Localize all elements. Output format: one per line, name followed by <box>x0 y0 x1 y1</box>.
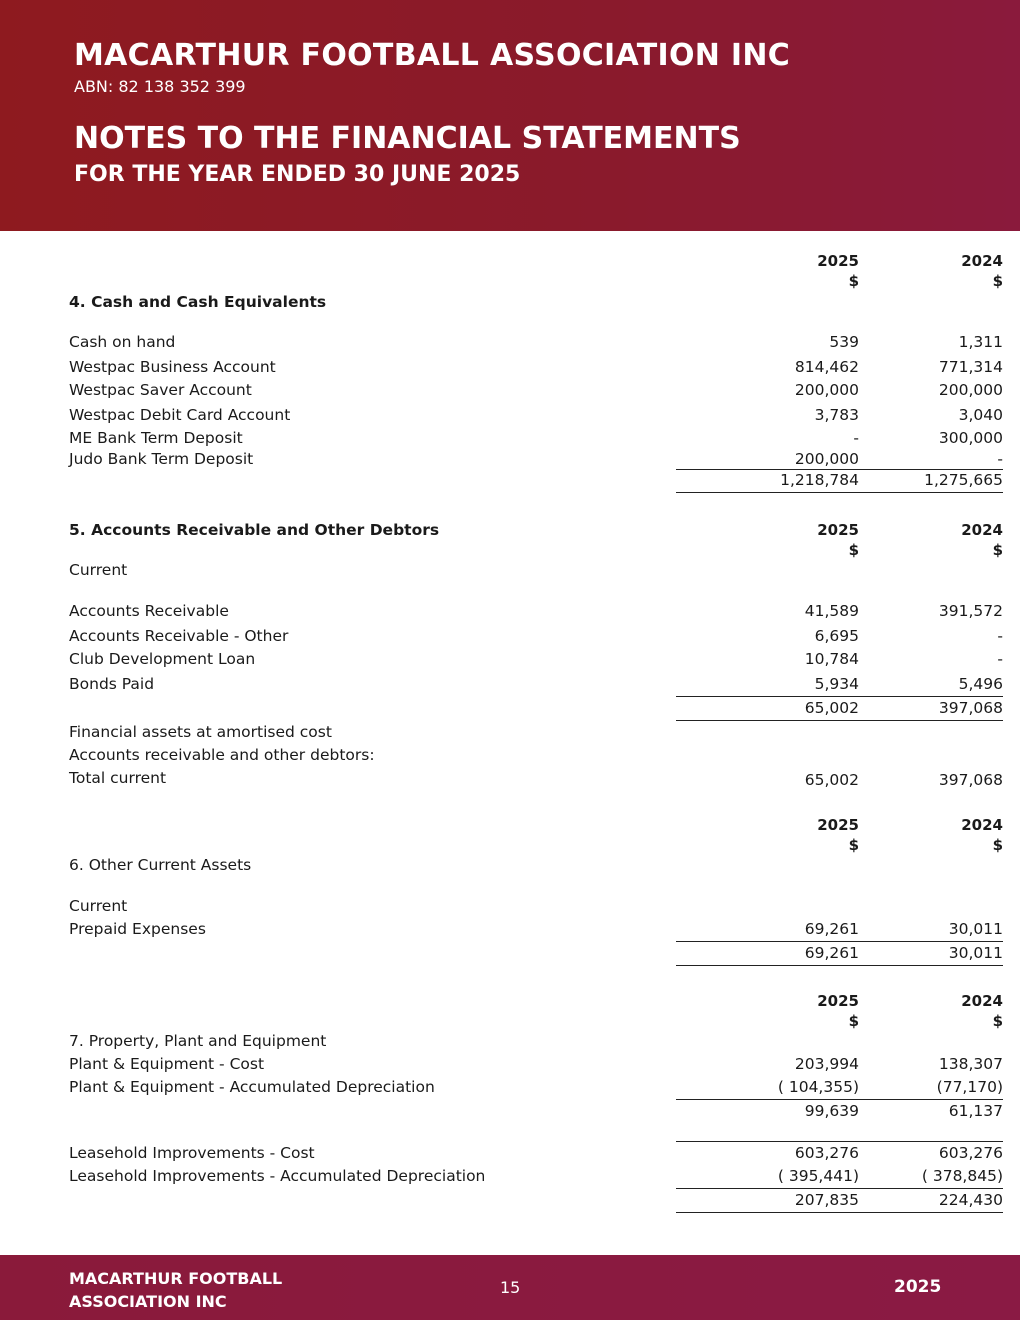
note4-row-2025: - <box>853 429 859 447</box>
total-rule <box>676 492 1003 493</box>
note4-title: 4. Cash and Cash Equivalents <box>69 293 327 311</box>
subtotal-rule <box>676 1188 1003 1189</box>
note5-row-2025: 6,695 <box>814 627 859 645</box>
note6-row-2025: 69,261 <box>804 920 859 938</box>
note5-amortised-2024: 397,068 <box>938 771 1003 789</box>
note7-pe-total-2024: 61,137 <box>948 1102 1003 1120</box>
col-header-2024: 2024 <box>961 992 1003 1010</box>
note4-row-2025: 200,000 <box>794 450 859 468</box>
note5-amortised-2025: 65,002 <box>804 771 859 789</box>
note4-row-2025: 3,783 <box>814 406 859 424</box>
note4-row-label: Westpac Saver Account <box>69 381 252 399</box>
note5-row-2025: 5,934 <box>814 675 859 693</box>
col-header-2024: 2024 <box>961 816 1003 834</box>
note5-amortised-line: Accounts receivable and other debtors: <box>69 746 375 764</box>
page-footer <box>0 1255 1020 1320</box>
col-header-2025: 2025 <box>817 992 859 1010</box>
note5-row-2025: 41,589 <box>804 602 859 620</box>
organization-name: MACARTHUR FOOTBALL ASSOCIATION INC <box>74 38 791 73</box>
note7-pe-total-2025: 99,639 <box>804 1102 859 1120</box>
note5-row-label: Club Development Loan <box>69 650 256 668</box>
currency-2024: $ <box>992 1012 1003 1030</box>
note6-title: 6. Other Current Assets <box>69 856 252 874</box>
col-header-2024: 2024 <box>961 521 1003 539</box>
page-title: NOTES TO THE FINANCIAL STATEMENTS <box>74 121 741 156</box>
subtotal-rule <box>676 696 1003 697</box>
abn: ABN: 82 138 352 399 <box>74 77 246 96</box>
section-rule <box>676 1141 1003 1142</box>
note5-row-2024: 391,572 <box>938 602 1003 620</box>
note4-row-2024: 1,311 <box>958 333 1003 351</box>
footer-year: 2025 <box>894 1277 942 1297</box>
note7-row-2025: ( 395,441) <box>777 1167 859 1185</box>
note4-row-2024: 200,000 <box>938 381 1003 399</box>
col-header-2025: 2025 <box>817 252 859 270</box>
currency-2025: $ <box>848 836 859 854</box>
page-subtitle: FOR THE YEAR ENDED 30 JUNE 2025 <box>74 162 521 187</box>
note7-row-label: Leasehold Improvements - Accumulated Depreciation <box>69 1167 486 1185</box>
page-header <box>0 0 1020 231</box>
note4-row-label: Westpac Business Account <box>69 358 276 376</box>
note4-row-label: Cash on hand <box>69 333 176 351</box>
note6-row-2024: 30,011 <box>948 920 1003 938</box>
subtotal-rule <box>676 1099 1003 1100</box>
note4-row-2024: 771,314 <box>938 358 1003 376</box>
page-number: 15 <box>500 1278 521 1297</box>
note7-row-2024: 138,307 <box>938 1055 1003 1073</box>
note5-title: 5. Accounts Receivable and Other Debtors <box>69 521 440 539</box>
note7-row-2025: 203,994 <box>794 1055 859 1073</box>
note5-amortised-line: Financial assets at amortised cost <box>69 723 332 741</box>
note7-li-total-2024: 224,430 <box>938 1191 1003 1209</box>
currency-2025: $ <box>848 272 859 290</box>
note6-total-2025: 69,261 <box>804 944 859 962</box>
currency-2024: $ <box>992 836 1003 854</box>
subtotal-rule <box>676 941 1003 942</box>
note5-row-2024: 5,496 <box>958 675 1003 693</box>
col-header-2025: 2025 <box>817 816 859 834</box>
note5-current-label: Current <box>69 561 128 579</box>
note7-title: 7. Property, Plant and Equipment <box>69 1032 327 1050</box>
note4-row-label: Westpac Debit Card Account <box>69 406 291 424</box>
note4-row-2024: - <box>997 450 1003 468</box>
note5-total-2024: 397,068 <box>938 699 1003 717</box>
note6-total-2024: 30,011 <box>948 944 1003 962</box>
note4-row-2025: 814,462 <box>794 358 859 376</box>
note5-row-2025: 10,784 <box>804 650 859 668</box>
total-rule <box>676 965 1003 966</box>
currency-2024: $ <box>992 272 1003 290</box>
note7-row-label: Leasehold Improvements - Cost <box>69 1144 315 1162</box>
note5-amortised-line: Total current <box>69 769 167 787</box>
note4-row-label: ME Bank Term Deposit <box>69 429 243 447</box>
note5-row-label: Bonds Paid <box>69 675 155 693</box>
currency-2025: $ <box>848 541 859 559</box>
col-header-2025: 2025 <box>817 521 859 539</box>
note4-row-2024: 300,000 <box>938 429 1003 447</box>
note5-row-label: Accounts Receivable - Other <box>69 627 289 645</box>
currency-2024: $ <box>992 541 1003 559</box>
note7-row-2024: 603,276 <box>938 1144 1003 1162</box>
note4-total-2025: 1,218,784 <box>780 471 859 489</box>
note7-li-total-2025: 207,835 <box>794 1191 859 1209</box>
note5-row-label: Accounts Receivable <box>69 602 229 620</box>
note7-row-2024: ( 378,845) <box>921 1167 1003 1185</box>
total-rule <box>676 1212 1003 1213</box>
note7-row-2024: (77,170) <box>936 1078 1003 1096</box>
note4-row-label: Judo Bank Term Deposit <box>69 450 254 468</box>
note4-total-2024: 1,275,665 <box>924 471 1003 489</box>
note5-row-2024: - <box>997 627 1003 645</box>
note5-total-2025: 65,002 <box>804 699 859 717</box>
note7-row-2025: ( 104,355) <box>777 1078 859 1096</box>
note7-row-label: Plant & Equipment - Cost <box>69 1055 265 1073</box>
note5-row-2024: - <box>997 650 1003 668</box>
note7-row-label: Plant & Equipment - Accumulated Depreciation <box>69 1078 435 1096</box>
footer-organization: MACARTHUR FOOTBALL ASSOCIATION INC <box>69 1269 283 1311</box>
total-rule <box>676 720 1003 721</box>
note6-row-label: Prepaid Expenses <box>69 920 206 938</box>
currency-2025: $ <box>848 1012 859 1030</box>
note4-row-2025: 200,000 <box>794 381 859 399</box>
note7-row-2025: 603,276 <box>794 1144 859 1162</box>
note4-row-2024: 3,040 <box>958 406 1003 424</box>
note4-row-2025: 539 <box>829 333 859 351</box>
note6-current-label: Current <box>69 897 128 915</box>
col-header-2024: 2024 <box>961 252 1003 270</box>
